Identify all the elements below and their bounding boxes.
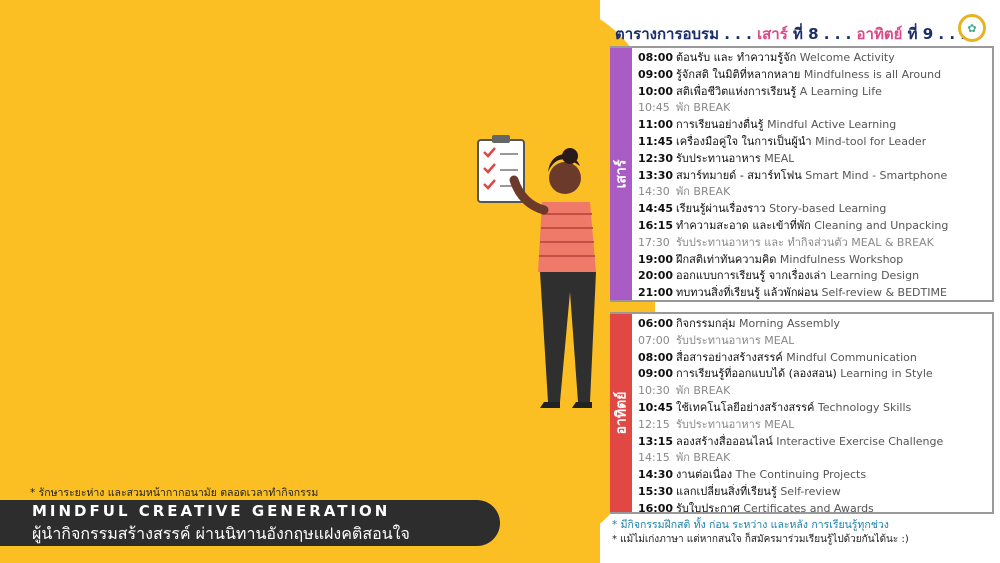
activity-thai: พัก BREAK [676, 185, 731, 199]
schedule-time: 19:00 [638, 252, 674, 266]
schedule-row [638, 467, 988, 484]
activity-english: Smart Mind - Smartphone [805, 168, 948, 182]
schedule-time: 11:45 [638, 134, 674, 148]
sunday-label: อาทิตย์ [613, 391, 630, 435]
schedule-row [638, 84, 988, 101]
activity-thai: กิจกรรมกลุ่ม [676, 317, 736, 330]
schedule-activity [676, 333, 794, 350]
sunday-schedule [610, 312, 994, 514]
schedule-row [638, 151, 988, 168]
schedule-row [638, 350, 988, 367]
schedule-activity [676, 235, 934, 252]
safety-note: * รักษาระยะห่าง และสวมหน้ากากอนามัย ตลอดเวลาทำกิจกรรม [30, 487, 319, 499]
schedule-time: 14:15 [638, 451, 670, 465]
schedule-activity [676, 252, 903, 269]
schedule-time: 12:30 [638, 151, 674, 165]
schedule-time: 20:00 [638, 269, 674, 283]
schedule-time: 10:45 [638, 400, 674, 414]
schedule-row [638, 450, 988, 467]
activity-thai: เครื่องมือคู่ใจ ในการเป็นผู้นำ [676, 134, 812, 148]
activity-thai: ฝึกสติเท่าทันความคิด [676, 252, 777, 266]
schedule-activity [676, 350, 917, 367]
schedule-time: 16:15 [638, 218, 674, 232]
schedule-row [638, 50, 988, 67]
schedule-row [638, 333, 988, 350]
activity-english: Cleaning and Unpacking [814, 218, 949, 232]
schedule-time: 14:30 [638, 185, 670, 199]
schedule-row [638, 434, 988, 451]
schedule-activity [676, 268, 919, 285]
activity-english: Technology Skills [817, 400, 912, 414]
schedule-time: 21:00 [638, 286, 674, 300]
schedule-time: 14:30 [638, 468, 674, 482]
activity-thai: พัก BREAK [676, 101, 731, 115]
schedule-row [638, 218, 988, 235]
saturday-rows [638, 50, 988, 302]
activity-thai: แลกเปลี่ยนสิ่งที่เรียนรู้ [676, 484, 777, 498]
schedule-time: 08:00 [638, 350, 674, 364]
activity-thai: งานต่อเนื่อง [676, 468, 733, 482]
activity-english: Mindfulness Workshop [779, 252, 904, 266]
schedule-time: 12:15 [638, 417, 670, 431]
schedule-activity [676, 134, 926, 151]
schedule-title [615, 22, 966, 46]
activity-thai: ทำความสะอาด และเข้าที่พัก [676, 218, 811, 232]
schedule-activity [676, 484, 841, 501]
activity-thai: สื่อสารอย่างสร้างสรรค์ [676, 350, 783, 364]
brand-title: MINDFUL CREATIVE GENERATION [32, 502, 391, 520]
activity-thai: พัก BREAK [676, 451, 731, 465]
title-saturday: เสาร์ [757, 25, 788, 43]
title-sunday-num: ที่ 9 [907, 25, 934, 43]
activity-thai: พัก BREAK [676, 384, 731, 398]
schedule-time: 08:00 [638, 51, 674, 64]
title-saturday-num: ที่ 8 [793, 25, 819, 43]
schedule-activity [676, 434, 943, 451]
activity-english: Mindful Communication [786, 350, 917, 364]
schedule-activity [676, 151, 794, 168]
schedule-time: 13:15 [638, 434, 674, 448]
activity-english: Learning Design [829, 269, 920, 283]
schedule-row [638, 285, 988, 302]
activity-english: Story-based Learning [769, 202, 887, 216]
schedule-activity [676, 285, 947, 302]
schedule-time: 09:00 [638, 67, 674, 81]
activity-english: Certificates and Awards [743, 501, 874, 515]
activity-english: Mind-tool for Leader [815, 134, 927, 148]
schedule-time: 14:45 [638, 202, 674, 216]
schedule-row [638, 383, 988, 400]
schedule-activity [676, 467, 866, 484]
activity-thai: ใช้เทคโนโลยีอย่างสร้างสรรค์ [676, 400, 815, 414]
activity-english: Interactive Exercise Challenge [776, 434, 944, 448]
schedule-row [638, 366, 988, 383]
schedule-time: 06:00 [638, 317, 674, 330]
sunday-band [610, 314, 632, 512]
schedule-activity [676, 218, 948, 235]
schedule-row [638, 484, 988, 501]
activity-thai: ต้อนรับ และ ทำความรู้จัก [676, 51, 797, 64]
schedule-row [638, 134, 988, 151]
activity-thai: รู้จักสติ ในมิติที่หลากหลาย [676, 67, 801, 81]
saturday-band [610, 48, 632, 300]
activity-english: A Learning Life [799, 84, 882, 98]
schedule-time: 17:30 [638, 235, 670, 249]
activity-english: MEAL [764, 151, 795, 165]
activity-english: Mindfulness is all Around [803, 67, 942, 81]
activity-thai: ออกแบบการเรียนรู้ จากเรื่องเล่า [676, 269, 827, 283]
schedule-activity [676, 383, 730, 400]
activity-thai: เรียนรู้ผ่านเรื่องราว [676, 202, 766, 216]
activity-thai: รับประทานอาหาร และ ทำกิจส่วนตัว MEAL & BREAK [676, 235, 934, 249]
schedule-row [638, 117, 988, 134]
schedule-row [638, 400, 988, 417]
activity-english: Self-review & BEDTIME [821, 286, 947, 300]
schedule-time: 13:30 [638, 168, 674, 182]
schedule-row [638, 316, 988, 333]
brand-subtitle: ผู้นำกิจกรรมสร้างสรรค์ ผ่านนิทานอังกฤษแฝงคติสอนใจ [32, 524, 410, 543]
activity-thai: การเรียนอย่างตื่นรู้ [676, 118, 764, 132]
schedule-activity [676, 168, 947, 185]
title-dots: . . . [719, 25, 757, 43]
title-dots: . . . [818, 25, 857, 43]
schedule-time: 11:00 [638, 118, 674, 132]
activity-english: Welcome Activity [799, 51, 895, 64]
activity-english: Self-review [780, 484, 841, 498]
footnote-mindfulness: * มีกิจกรรมฝึกสติ ทั้ง ก่อน ระหว่าง และหลัง การเรียนรู้ทุกช่วง [612, 519, 889, 531]
schedule-activity [676, 316, 840, 333]
activity-thai: รับประทานอาหาร [676, 151, 761, 165]
schedule-row [638, 201, 988, 218]
schedule-time: 10:45 [638, 101, 670, 115]
schedule-time: 09:00 [638, 367, 674, 381]
schedule-row [638, 184, 988, 201]
activity-english: Mindful Active Learning [767, 118, 897, 132]
title-sunday: อาทิตย์ [856, 25, 903, 43]
schedule-activity [676, 84, 882, 101]
logo-icon: ✿ [958, 14, 986, 42]
schedule-heading: ตารางการอบรม [615, 25, 720, 43]
schedule-activity [676, 67, 941, 84]
activity-thai: การเรียนรู้ที่ออกแบบได้ (ลองสอน) [676, 367, 837, 381]
sunday-rows [638, 316, 988, 518]
schedule-time: 16:00 [638, 501, 674, 515]
activity-thai: ลองสร้างสื่อออนไลน์ [676, 434, 773, 448]
schedule-row [638, 67, 988, 84]
schedule-activity [676, 117, 896, 134]
activity-english: Learning in Style [840, 367, 933, 381]
activity-english: The Continuing Projects [735, 468, 867, 482]
schedule-activity [676, 400, 911, 417]
schedule-time: 10:00 [638, 84, 674, 98]
saturday-label: เสาร์ [613, 159, 629, 189]
activity-thai: ทบทวนสิ่งที่เรียนรู้ แล้วพักผ่อน [676, 286, 819, 300]
activity-thai: สมาร์ทมายด์ - สมาร์ทโฟน [676, 168, 802, 182]
brand-banner [0, 500, 500, 546]
schedule-activity [676, 366, 933, 383]
activity-thai: รับประทานอาหาร MEAL [676, 333, 795, 347]
schedule-activity [676, 201, 886, 218]
schedule-activity [676, 417, 794, 434]
schedule-activity [676, 450, 730, 467]
activity-thai: สติเพื่อชีวิตแห่งการเรียนรู้ [676, 84, 797, 98]
schedule-time: 15:30 [638, 484, 674, 498]
schedule-time: 10:30 [638, 384, 670, 398]
title-dots: . . . [933, 25, 966, 43]
schedule-row [638, 168, 988, 185]
schedule-activity [676, 184, 730, 201]
schedule-activity [676, 50, 895, 67]
schedule-time: 07:00 [638, 333, 670, 347]
schedule-row [638, 235, 988, 252]
schedule-row [638, 252, 988, 269]
activity-thai: รับประทานอาหาร MEAL [676, 417, 795, 431]
schedule-row [638, 268, 988, 285]
schedule-row [638, 100, 988, 117]
schedule-row [638, 417, 988, 434]
schedule-activity [676, 100, 730, 117]
activity-thai: รับใบประกาศ [676, 501, 740, 515]
footnote-language: * แม้ไม่เก่งภาษา แต่หากสนใจ ก็สมัครมาร่วมเรียนรู้ไปด้วยกันได้นะ :) [612, 534, 909, 545]
saturday-schedule [610, 46, 994, 302]
activity-english: Morning Assembly [739, 317, 841, 330]
woman-clipboard-illustration [470, 130, 610, 430]
